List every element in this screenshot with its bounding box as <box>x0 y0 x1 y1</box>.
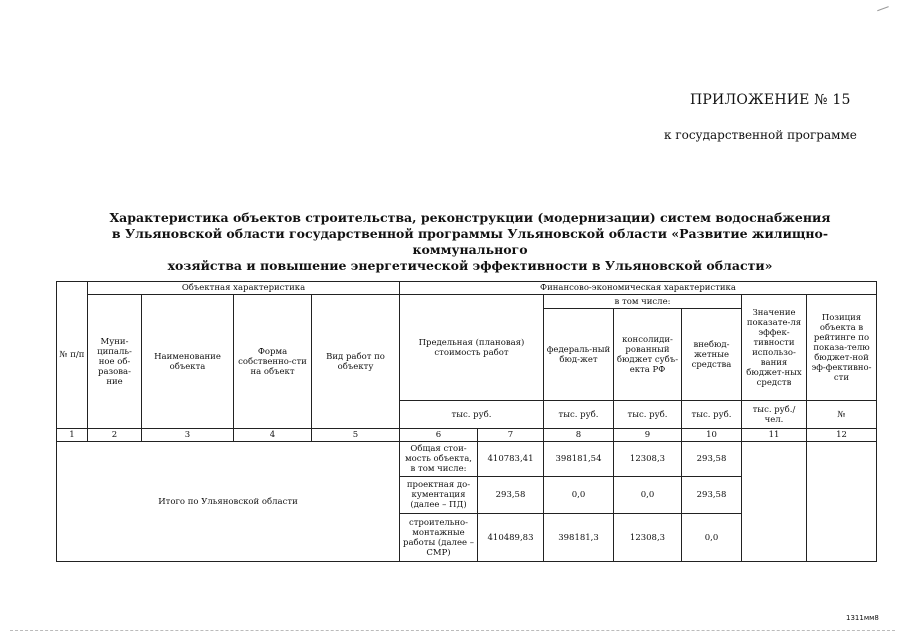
header-including: в том числе: <box>544 295 742 309</box>
col-number: 6 <box>400 429 478 442</box>
unit-rating: № <box>807 401 877 429</box>
col-number: 2 <box>88 429 142 442</box>
row-cost: 293,58 <box>478 477 544 514</box>
row-label: Общая стои-мость объекта, в том числе: <box>400 442 478 477</box>
title-line: в Ульяновской области государственной программы Ульяновской области «Развитие жилищно-коммунального <box>111 226 829 257</box>
unit-extrabudget: тыс. руб. <box>682 401 742 429</box>
header-efficiency: Значение показате-ля эффек-тивности использо-вания бюджет-ных средств <box>742 295 807 401</box>
title-line: хозяйства и повышение энергетической эффективности в Ульяновской области» <box>167 258 773 273</box>
unit-efficiency: тыс. руб./чел. <box>742 401 807 429</box>
col-number: 11 <box>742 429 807 442</box>
unit-regional: тыс. руб. <box>614 401 682 429</box>
header-ownership: Форма собственно-сти на объект <box>234 295 312 429</box>
header-cost: Предельная (плановая) стоимость работ <box>400 295 544 401</box>
header-municipality: Муни-ципаль-ное об-разова-ние <box>88 295 142 429</box>
table-row <box>57 442 877 477</box>
row-cost: 410489,83 <box>478 514 544 562</box>
header-extrabudget: внебюд-жетные средства <box>682 309 742 401</box>
col-number: 1 <box>57 429 88 442</box>
row-regional: 12308,3 <box>614 514 682 562</box>
col-number: 8 <box>544 429 614 442</box>
efficiency-value <box>742 442 807 562</box>
scan-edge <box>10 630 895 631</box>
title-line: Характеристика объектов строительства, реконструкции (модернизации) систем водоснабжения <box>109 210 831 225</box>
row-regional: 0,0 <box>614 477 682 514</box>
col-number: 10 <box>682 429 742 442</box>
rating-value <box>807 442 877 562</box>
header-rating: Позиция объекта в рейтинге по показа-телю бюджет-ной эф-фективно-сти <box>807 295 877 401</box>
appendix-subheading: к государственной программе <box>664 128 857 142</box>
header-worktype: Вид работ по объекту <box>312 295 400 429</box>
row-federal: 398181,3 <box>544 514 614 562</box>
col-number: 12 <box>807 429 877 442</box>
col-number: 9 <box>614 429 682 442</box>
row-extrabudget: 293,58 <box>682 477 742 514</box>
appendix-heading: ПРИЛОЖЕНИЕ № 15 <box>690 92 851 108</box>
header-regional: консолиди-рованный бюджет субъ-екта РФ <box>614 309 682 401</box>
row-federal: 0,0 <box>544 477 614 514</box>
header-num: № п/п <box>57 282 88 429</box>
header-federal: федераль-ный бюд-жет <box>544 309 614 401</box>
group-object-header: Объектная характеристика <box>88 282 400 295</box>
col-number: 7 <box>478 429 544 442</box>
objects-table <box>56 281 877 562</box>
document-title <box>60 210 880 274</box>
unit-cost: тыс. руб. <box>400 401 544 429</box>
group-finance-header: Финансово-экономическая характеристика <box>400 282 877 295</box>
row-label: проектная до-кументация (далее – ПД) <box>400 477 478 514</box>
row-label: строительно-монтажные работы (далее – СМР) <box>400 514 478 562</box>
total-label: Итого по Ульяновской области <box>57 442 400 562</box>
row-regional: 12308,3 <box>614 442 682 477</box>
row-cost: 410783,41 <box>478 442 544 477</box>
col-number: 3 <box>142 429 234 442</box>
row-extrabudget: 0,0 <box>682 514 742 562</box>
col-number: 5 <box>312 429 400 442</box>
scan-mark <box>877 6 891 17</box>
row-extrabudget: 293,58 <box>682 442 742 477</box>
col-number: 4 <box>234 429 312 442</box>
header-name: Наименование объекта <box>142 295 234 429</box>
row-federal: 398181,54 <box>544 442 614 477</box>
document-code: 1311мм8 <box>846 614 879 622</box>
unit-federal: тыс. руб. <box>544 401 614 429</box>
